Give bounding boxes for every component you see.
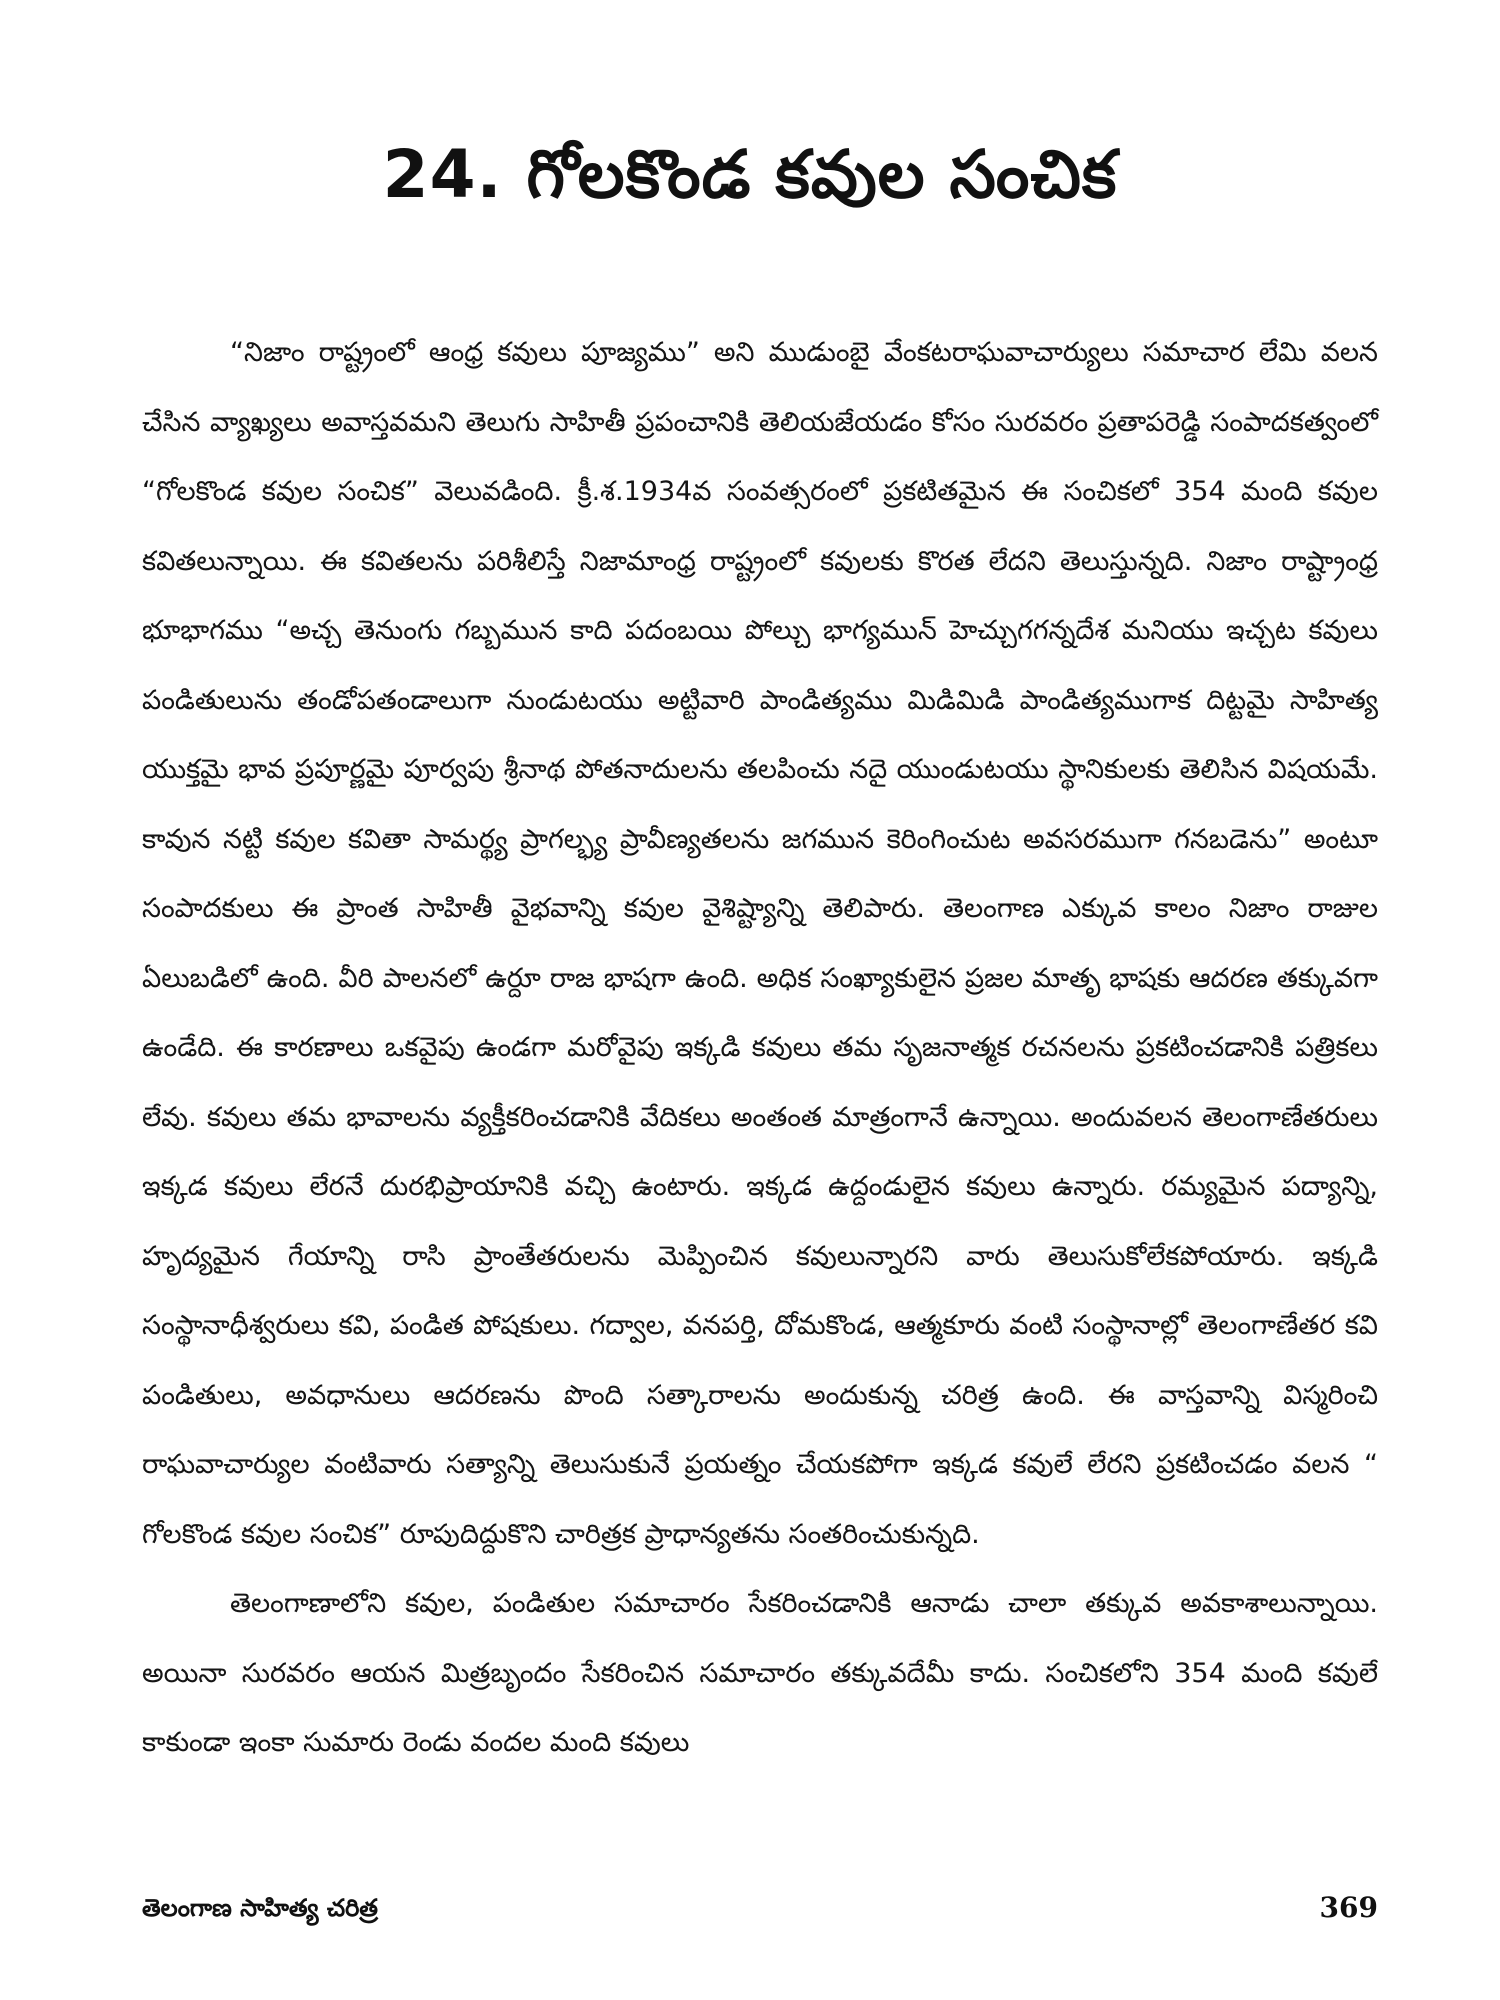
page-number: 369 — [1319, 1891, 1378, 1924]
paragraph-2: తెలంగాణాలోని కవుల, పండితుల సమాచారం సేకరించడానికి ఆనాడు చాలా తక్కువ అవకాశాలున్నాయి. అయినా సురవరం ఆయన మిత్రబృందం సేకరించిన సమాచారం తక్కువదేమీ కాదు. సంచికలోని 354 మంది కవులే కాకుండా ఇంకా సుమారు రెండు వందల మంది కవులు — [142, 1588, 1378, 1758]
page-footer — [142, 1888, 1378, 1928]
running-footer-book-title: తెలంగాణ సాహిత్య చరిత్ర — [142, 1894, 378, 1922]
chapter-title: 24. గోలకొండ కవుల సంచిక — [382, 136, 1118, 213]
paragraph-1: “నిజాం రాష్ట్రంలో ఆంధ్ర కవులు పూజ్యము” అని ముడుంబై వేంకటరాఘవాచార్యులు సమాచార లేమి వలన చేసిన వ్యాఖ్యలు అవాస్తవమని తెలుగు సాహితీ ప్రపంచానికి తెలియజేయడం కోసం సురవరం ప్రతాపరెడ్డి సంపాదకత్వంలో “గోలకొండ కవుల సంచిక” వెలువడింది. క్రీ.శ.1934వ సంవత్సరంలో ప్రకటితమైన ఈ సంచికలో 354 మంది కవుల కవితలున్నాయి. ఈ కవితలను పరిశీలిస్తే నిజామాంధ్ర రాష్ట్రంలో కవులకు కొరత లేదని తెలుస్తున్నది. నిజాం రాష్ట్రాంధ్ర భూభాగము “అచ్చ తెనుంగు గబ్బమున కాది పదంబయి పోల్చు భాగ్యమున్ హెచ్చుగగన్నదేశ మనియు ఇచ్చట కవులు పండితులును తండోపతండాలుగా నుండుటయు అట్టివారి పాండిత్యము మిడిమిడి పాండిత్యముగాక దిట్టమై సాహిత్య యుక్తమై భావ ప్రపూర్ణమై పూర్వపు శ్రీనాథ పోతనాదులను తలపించు నదై యుండుటయు స్థానికులకు తెలిసిన విషయమే. కావున నట్టి కవుల కవితా సామర్థ్య ప్రాగల్భ్య ప్రావీణ్యతలను జగమున కెరింగించుట అవసరముగా గనబడెను” అంటూ సంపాదకులు ఈ ప్రాంత సాహితీ వైభవాన్ని కవుల వైశిష్ట్యాన్ని తెలిపారు. తెలంగాణ ఎక్కువ కాలం నిజాం రాజుల ఏలుబడిలో ఉంది. వీరి పాలనలో ఉర్దూ రాజ భాషగా ఉంది. అధిక సంఖ్యాకులైన ప్రజల మాతృ భాషకు ఆదరణ తక్కువగా ఉండేది. ఈ కారణాలు ఒకవైపు ఉండగా మరోవైపు ఇక్కడి కవులు తమ సృజనాత్మక రచనలను ప్రకటించడానికి పత్రికలు లేవు. కవులు తమ భావాలను వ్యక్తీకరించడానికి వేదికలు అంతంత మాత్రంగానే ఉన్నాయి. అందువలన తెలంగాణేతరులు ఇక్కడ కవులు లేరనే దురభిప్రాయానికి వచ్చి ఉంటారు. ఇక్కడ ఉద్దండులైన కవులు ఉన్నారు. రమ్యమైన పద్యాన్ని, హృద్యమైన గేయాన్ని రాసి ప్రాంతేతరులను మెప్పించిన కవులున్నారని వారు తెలుసుకోలేకపోయారు. ఇక్కడి సంస్థానాధీశ్వరులు కవి, పండిత పోషకులు. గద్వాల, వనపర్తి, దోమకొండ, ఆత్మకూరు వంటి సంస్థానాల్లో తెలంగాణేతర కవి పండితులు, అవధానులు ఆదరణను పొంది సత్కారాలను అందుకున్న చరిత్ర ఉంది. ఈ వాస్తవాన్ని విస్మరించి రాఘవాచార్యుల వంటివారు సత్యాన్ని తెలుసుకునే ప్రయత్నం చేయకపోగా ఇక్కడ కవులే లేరని ప్రకటించడం వలన “ గోలకొండ కవుల సంచిక” రూపుదిద్దుకొని చారిత్రక ప్రాధాన్యతను సంతరించుకున్నది. — [142, 337, 1378, 1550]
body-text — [142, 318, 1378, 1778]
